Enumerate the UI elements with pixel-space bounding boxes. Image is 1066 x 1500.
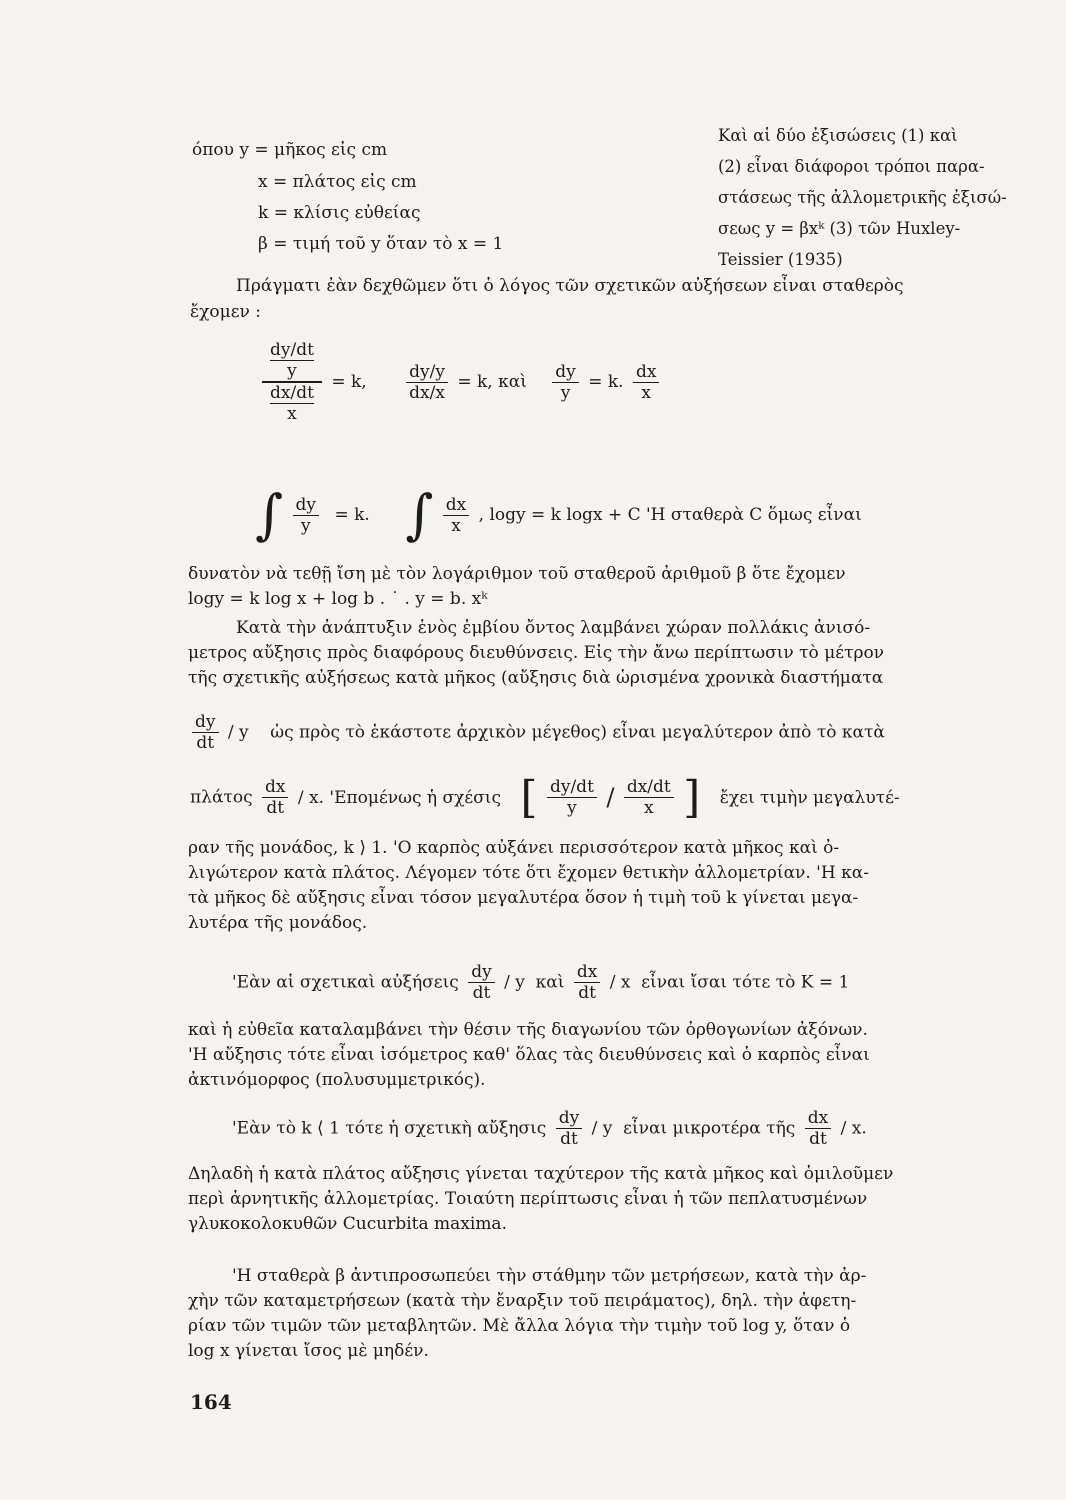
line-text: / y εἶναι μικροτέρα τῆς xyxy=(591,1118,796,1139)
text-line: Δηλαδὴ ἡ κατὰ πλάτος αὔξησις γίνεται ταχύτερον τῆς κατὰ μῆκος καὶ ὁμιλοῦμεν xyxy=(188,1164,894,1184)
line-text: / x εἶναι ἴσαι τότε τὸ K = 1 xyxy=(609,972,850,993)
fraction xyxy=(192,712,219,753)
integral-result: , logy = k logx + C 'Η σταθερὰ C ὅμως εἶναι xyxy=(478,505,862,525)
equation-line xyxy=(192,712,885,753)
fraction-numerator: dx xyxy=(443,495,469,516)
text-line: περὶ ἀρνητικῆς ἀλλομετρίας. Τοιαύτη περίπτωσις εἶναι ἡ τῶν πεπλατυσμένων xyxy=(188,1189,868,1209)
fraction-numerator: dy/y xyxy=(406,362,448,383)
fraction-denominator: dt xyxy=(560,1129,578,1149)
equations-note xyxy=(718,120,1007,275)
intro-line: ἔχομεν : xyxy=(190,302,261,322)
fraction-denominator: dx/x xyxy=(409,382,445,403)
line-text: / y ὡς πρὸς τὸ ἑκάστοτε ἀρχικὸν μέγεθος) εἶναι μεγαλύτερον ἀπὸ τὸ κατὰ xyxy=(227,722,885,743)
fraction xyxy=(633,362,659,403)
left-bracket: [ xyxy=(520,772,538,823)
note-line: Καὶ αἱ δύο ἐξισώσεις (1) καὶ xyxy=(718,126,958,145)
line-text: / x. xyxy=(840,1118,867,1139)
text-line: 'Η αὔξησις τότε εἶναι ἰσόμετρος καθ' ὅλας τὰς διευθύνσεις καὶ ὁ καρπὸς εἶναι xyxy=(188,1045,870,1065)
fraction-numerator: dy/dt xyxy=(547,777,597,798)
fraction-denominator: y xyxy=(567,798,577,818)
text-line: Κατὰ τὴν ἀνάπτυξιν ἑνὸς ἐμβίου ὄντος λαμβάνει χώραν πολλάκις ἀνισό- xyxy=(236,618,871,638)
fraction xyxy=(574,962,600,1003)
fraction-denominator: x xyxy=(641,382,651,403)
fraction xyxy=(406,362,448,403)
paragraph xyxy=(188,616,1010,691)
fraction-denominator: x xyxy=(451,515,461,536)
equation-line xyxy=(232,962,849,1003)
fraction xyxy=(556,1108,583,1149)
equals-k: = k. xyxy=(334,505,370,525)
line-text: 'Εὰν αἱ σχετικαὶ αὐξήσεις xyxy=(232,972,459,993)
line-text: πλάτος xyxy=(190,787,253,808)
right-bracket: ] xyxy=(683,772,701,823)
text-line: ἀκτινόμορφος (πολυσυμμετρικός). xyxy=(188,1070,486,1090)
compound-numerator xyxy=(262,340,322,383)
equals-k: = k, xyxy=(457,372,493,392)
fraction-denominator: dt xyxy=(578,983,596,1003)
equation-integral xyxy=(255,483,862,546)
fraction-denominator: dt xyxy=(196,733,215,753)
text-line: τῆς σχετικῆς αὐξήσεως κατὰ μῆκος (αὔξησις διὰ ὡρισμένα χρονικὰ διαστήματα xyxy=(188,668,884,688)
text-line: δυνατὸν νὰ τεθῇ ἴση μὲ τὸν λογάριθμον τοῦ σταθεροῦ ἀριθμοῦ β ὅτε ἔχομεν xyxy=(188,564,846,584)
integral-sign: ∫ xyxy=(405,483,434,546)
text-line: μετρος αὔξησις πρὸς διαφόρους διευθύνσεις. Εἰς τὴν ἄνω περίπτωσιν τὸ μέτρον xyxy=(188,643,885,663)
fraction xyxy=(443,495,469,536)
note-line: στάσεως τῆς ἀλλομετρικῆς ἐξισώ- xyxy=(718,188,1007,207)
paragraph xyxy=(188,1018,1010,1093)
fraction xyxy=(805,1108,831,1149)
line-text: / x. 'Επομένως ἡ σχέσις xyxy=(297,787,501,808)
fraction-denominator: y xyxy=(300,515,311,536)
definition-k: k = κλίσις εὐθείας xyxy=(258,203,421,223)
fraction-numerator: dx xyxy=(805,1108,831,1129)
equation-line xyxy=(190,772,900,823)
note-line: Teissier (1935) xyxy=(718,250,843,269)
paragraph xyxy=(188,836,1010,936)
equals-k: = k. xyxy=(588,372,624,392)
compound-denominator xyxy=(262,383,322,424)
fraction-numerator: dx xyxy=(574,962,600,983)
fraction-denominator: dt xyxy=(266,798,285,818)
definition-beta: β = τιμή τοῦ y ὅταν τὸ x = 1 xyxy=(258,234,504,254)
text-line: λιγώτερον κατὰ πλάτος. Λέγομεν τότε ὅτι ἔχομεν θετικὴν ἀλλομετρίαν. 'Η κα- xyxy=(188,863,869,883)
text-line: γλυκοκολοκυθῶν Cucurbita maxima. xyxy=(188,1214,507,1234)
text-line: ρίαν τῶν τιμῶν τῶν μεταβλητῶν. Μὲ ἄλλα λόγια τὴν τιμὴν τοῦ log y, ὅταν ὁ xyxy=(188,1316,851,1336)
intro-line: Πράγματι ἐὰν δεχθῶμεν ὅτι ὁ λόγος τῶν σχετικῶν αὐξήσεων εἶναι σταθερὸς xyxy=(236,276,904,296)
page-number: 164 xyxy=(190,1390,232,1414)
fraction-numerator: dx xyxy=(262,777,288,798)
text-line: τὰ μῆκος δὲ αὔξησις εἶναι τόσον μεγαλυτέρα ὅσον ἡ τιμὴ τοῦ k γίνεται μεγα- xyxy=(188,888,859,908)
text-line: 'Η σταθερὰ β ἀντιπροσωπεύει τὴν στάθμην τῶν μετρήσεων, κατὰ τὴν ἀρ- xyxy=(232,1266,867,1286)
fraction-denominator: dt xyxy=(472,983,491,1003)
equation-line xyxy=(232,1108,867,1149)
text-line: logy = k log x + log b . ˙ . y = b. xᵏ xyxy=(188,589,488,609)
fraction-numerator: dy xyxy=(192,712,219,733)
text-line: καὶ ἡ εὐθεῖα καταλαμβάνει τὴν θέσιν τῆς διαγωνίου τῶν ὀρθογωνίων ἀξόνων. xyxy=(188,1020,868,1040)
text-line: ραν τῆς μονάδος, k ⟩ 1. 'Ο καρπὸς αὐξάνει περισσότερον κατὰ μῆκος καὶ ὀ- xyxy=(188,838,840,858)
compound-fraction xyxy=(262,340,322,424)
definition-x: x = πλάτος εἰς cm xyxy=(258,172,417,192)
numerator-top: dy/dt xyxy=(270,340,314,360)
fraction-numerator: dx/dt xyxy=(624,777,674,798)
fraction-numerator: dx xyxy=(633,362,659,383)
denominator-top: dx/dt xyxy=(270,383,314,403)
line-text: ἔχει τιμὴν μεγαλυτέ- xyxy=(719,787,900,808)
fraction xyxy=(262,777,288,818)
slash: / xyxy=(606,783,615,812)
fraction xyxy=(624,777,674,818)
fraction xyxy=(552,362,579,403)
line-text: 'Εὰν τὸ k ⟨ 1 τότε ἡ σχετικὴ αὔξησις xyxy=(232,1118,547,1139)
note-line: (2) εἶναι διάφοροι τρόποι παρα- xyxy=(718,157,985,176)
fraction-numerator: dy xyxy=(556,1108,583,1129)
fraction-numerator: dy xyxy=(468,962,495,983)
text-line: λυτέρα τῆς μονάδος. xyxy=(188,913,368,933)
text-line: log x γίνεται ἴσος μὲ μηδέν. xyxy=(188,1341,429,1361)
fraction-denominator: dt xyxy=(809,1129,827,1149)
fraction-numerator: dy xyxy=(293,495,320,516)
line-text: / y καὶ xyxy=(504,972,565,993)
denominator-bottom: x xyxy=(287,404,297,424)
equation-ratios xyxy=(258,340,663,424)
text-line: χὴν τῶν καταμετρήσεων (κατὰ τὴν ἔναρξιν τοῦ πειράματος), δηλ. τὴν ἀφετη- xyxy=(188,1291,857,1311)
integral-sign: ∫ xyxy=(255,483,284,546)
paragraph xyxy=(188,1264,1010,1364)
note-line: σεως y = βxᵏ (3) τῶν Huxley- xyxy=(718,219,961,238)
fraction xyxy=(293,495,320,536)
fraction xyxy=(468,962,495,1003)
paragraph xyxy=(188,562,1010,612)
fraction-denominator: y xyxy=(560,382,571,403)
definition-y: όπου y = μῆκος εἰς cm xyxy=(192,140,388,160)
kai-word: καὶ xyxy=(498,372,527,392)
fraction-numerator: dy xyxy=(552,362,579,383)
numerator-bottom: y xyxy=(287,361,297,381)
paragraph xyxy=(188,1162,1010,1237)
equals-k: = k, xyxy=(331,372,367,392)
fraction xyxy=(547,777,597,818)
fraction-denominator: x xyxy=(643,798,654,818)
